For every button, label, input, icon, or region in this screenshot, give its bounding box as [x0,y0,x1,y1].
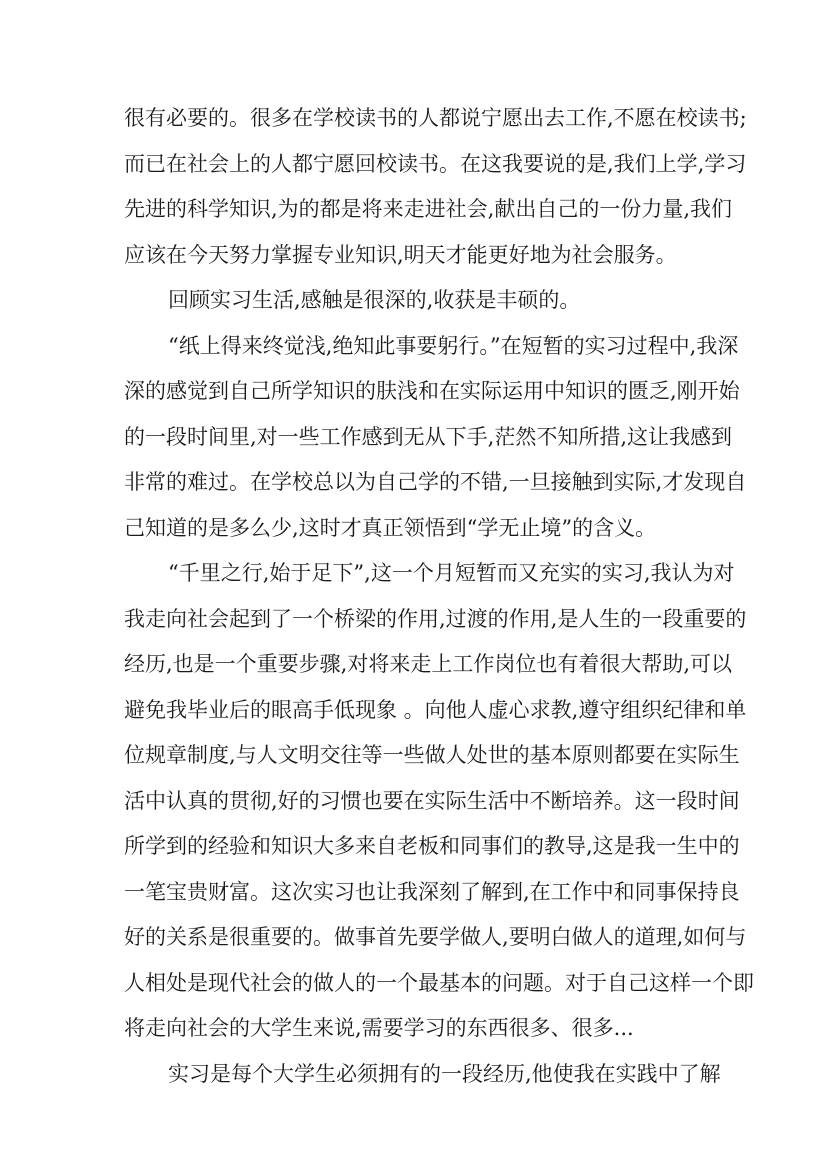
text-line: 而已在社会上的人都宁愿回校读书。在这我要说的是,我们上学,学习 [124,151,747,176]
text-line: 我走向社会起到了一个桥梁的作用,过渡的作用,是人生的一段重要的 [124,606,747,631]
paragraph-3 [124,324,747,552]
text-line: “千里之行,始于足下”,这一个月短暂而又充实的实习,我认为对 [168,561,735,585]
text-line: 位规章制度,与人文明交往等一些做人处世的基本原则都要在实际生 [124,743,740,767]
text-line: 人相处是现代社会的做人的一个最基本的问题。对于自己这样一个即 [124,970,754,995]
text-line: 避免我毕业后的眼高手低现象 。向他人虚心求教,遵守组织纪律和单 [124,697,747,722]
paragraph-1 [124,96,747,278]
text-line: 所学到的经验和知识大多来自老板和同事们的教导,这是我一生中的 [124,834,740,858]
text-line: 的一段时间里,对一些工作感到无从下手,茫然不知所措,这让我感到 [124,424,733,449]
text-line: 好的关系是很重要的。做事首先要学做人,要明白做人的道理,如何与 [124,925,747,949]
text-line: 活中认真的贯彻,好的习惯也要在实际生活中不断培养。这一段时间 [124,788,740,813]
text-line: 回顾实习生活,感触是很深的,收获是丰硕的。 [168,288,581,312]
text-line: 很有必要的。很多在学校读书的人都说宁愿出去工作,不愿在校读书; [124,106,747,130]
text-line: 实习是每个大学生必须拥有的一段经历,他使我在实践中了解 [168,1061,721,1086]
text-line: 深的感觉到自己所学知识的肤浅和在实际运用中知识的匮乏,刚开始 [124,379,740,403]
paragraph-4 [124,551,754,1052]
text-line: 先进的科学知识,为的都是将来走进社会,献出自己的一份力量,我们 [124,197,733,221]
text-line: 己知道的是多么少,这时才真正领悟到“学无止境”的含义。 [124,515,657,540]
text-line: 应该在今天努力掌握专业知识,明天才能更好地为社会服务。 [124,242,677,267]
text-line: 经历,也是一个重要步骤,对将来走上工作岗位也有着很大帮助,可以 [124,652,733,676]
text-line: 将走向社会的大学生来说,需要学习的东西很多、很多... [124,1016,634,1040]
paragraph-5 [124,1052,721,1098]
paragraph-2 [124,278,708,324]
text-line: 一笔宝贵财富。这次实习也让我深刻了解到,在工作中和同事保持良 [124,879,740,904]
text-line: 非常的难过。在学校总以为自己学的不错,一旦接触到实际,才发现自 [124,470,747,494]
text-line: “纸上得来终觉浅,绝知此事要躬行。”在短暂的实习过程中,我深 [168,333,739,358]
document-body [124,96,754,1097]
